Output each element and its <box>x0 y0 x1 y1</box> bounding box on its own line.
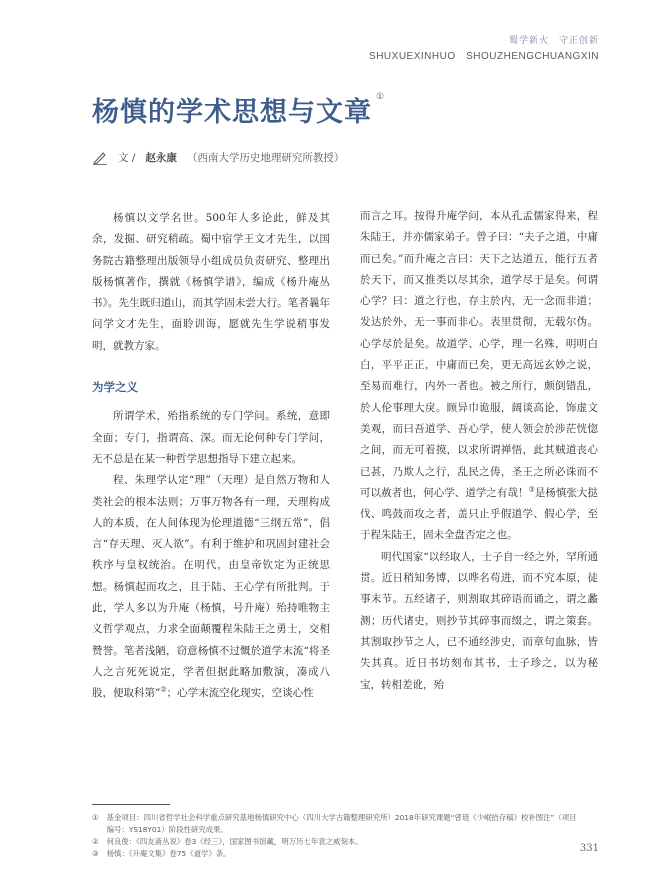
author-name: 赵永康 <box>145 152 177 164</box>
paragraph-text: ；心学末流空化现实，空谈心性 <box>166 687 314 700</box>
column-label-en: SHUXUEXINHUO SHOUZHENGCHUANGXIN <box>369 51 599 62</box>
left-column <box>92 208 330 705</box>
section-heading: 为学之义 <box>92 380 138 395</box>
author-affiliation: （西南大学历史地理研究所教授） <box>186 152 345 164</box>
footnote-ref: ③ <box>528 485 535 494</box>
footnote-text: 杨慎：《升庵文集》卷75《道学》条。 <box>106 849 231 858</box>
right-column <box>360 206 598 696</box>
paragraph: 所谓学术，殆指系统的专门学问。系统，意即全面；专门，指谓高、深。而无论何种专门学问，无不总是在某一种哲学思想指导下建立起来。 <box>92 410 330 465</box>
author-line <box>92 150 344 165</box>
footnote-ref: ② <box>160 685 167 694</box>
footnote <box>92 812 582 836</box>
paragraph: 杨慎以文学名世。500年人多论此，鲜及其余，发掘、研究稍疏。蜀中宿学王文才先生，以国务院古籍整理出版领导小组成员负责研究、整理出版杨慎著作，撰就《杨慎学谱》，编成《杨升庵丛书》。先生既归道山，而其学固未尝大行。笔者曩年问学文才先生，面聆训诲，愿就先生学说稍事发明，就教方家。 <box>92 212 330 352</box>
footnote <box>92 836 582 848</box>
paragraph <box>92 470 330 704</box>
footnote-divider <box>92 804 170 805</box>
footnotes <box>92 812 582 860</box>
footnote-number: ③ <box>92 849 99 858</box>
article-title-text: 杨慎的学术思想与文章 <box>92 97 372 128</box>
author-prefix: 文 / <box>118 152 136 164</box>
page-number: 331 <box>579 843 599 854</box>
footnote-number: ② <box>92 837 99 846</box>
paragraph-text: 是杨慎张大挞伐、鸣鼓而攻之者，盖只止乎假道学、假心学，至于程朱陆王，固未全盘否定之也。 <box>360 486 599 542</box>
footnote <box>92 848 582 860</box>
paragraph-text: 程、朱理学认定“理”（天理）是自然万物和人类社会的根本法则；万事万物各有一理，天理构成人的本质，在人间体现为伦理道德“三纲五常”，倡言“存天理、灭人欲”。有利于维护和巩固封建社会秩序与皇权统治。在明代，由皇帝钦定为正统思想。杨慎起而攻之，且于陆、王心学有所批判。于此，学人多以为升庵（杨慎，号升庵）殆持唯物主义哲学观点，力求全面颠覆程朱陆王之勇士，交相赞誉。笔者浅陋，窃意杨慎不过慨於道学末流“将圣人之言死死说定，学者但据此略加敷演，凑成八股，便取科第” <box>92 474 330 700</box>
paragraph <box>360 206 598 547</box>
paragraph: 明代国家“以经取人，士子自一经之外，罕所通贯。近日稍知务博，以哗名苟进，而不究本原，徒事末节。五经诸子，则割取其碎语而诵之，谓之蠡测；历代诸史，则抄节其碎事而缀之，谓之策套。其割取抄节之人，已不通经涉史，而章句血脉，皆失其真。近日书坊刻布其书，士子珍之，以为秘宝，转相差讹，殆 <box>360 550 598 691</box>
pen-icon <box>92 151 108 165</box>
paragraph-text: 而言之耳。按得升庵学问，本从孔孟儒家得来，程朱陆王，并亦儒家弟子。曾子曰：“夫子之道，中庸而已矣。”而升庵之言曰：天下之达道五，能行五者於天下，而又推类以尽其余，道学尽于是矣。何谓心学？曰：道之行也，存主於内，无一念而非道；发达於外，无一事而非心。表里贯彻，无载尔伪。心学尽於是矣。故道学、心学，理一名殊，明明白白，平平正正，中庸而已矣，更无高远玄妙之说，至易而难行，内外一者也。被之所行，颇倒错乱，於人伦事理大戾。顾异巾诡服，阔谈高论，饰虚文美观，而曰吾道学、吾心学，使人领会於涉茫恍惚之间，而无可着摸，以求所谓禅悟，此其贼道丧心已甚，乃欺人之行，乱民之俦，圣王之所必诛而不可以赦者也，何心学、道学之有哉！ <box>360 210 598 499</box>
footnote-text: 何良俊：《四友斋丛说》卷3《经三》，国家图书馆藏，明万历七年袁之威刻本。 <box>106 837 363 846</box>
article-title <box>92 90 385 129</box>
footnote-text: 基金项目：四川省哲学社会科学重点研究基地杨慎研究中心（四川大学古籍整理研究所）2018年研究课题“曾琏《少岷拾存稿》校补图注”（项目编号：YS18Y01）阶段性研究成果。 <box>106 813 577 834</box>
title-footnote-ref: ① <box>376 92 386 102</box>
footnote-number: ① <box>92 813 99 822</box>
column-label-cn: 蜀学新火 守正创新 <box>508 36 599 46</box>
